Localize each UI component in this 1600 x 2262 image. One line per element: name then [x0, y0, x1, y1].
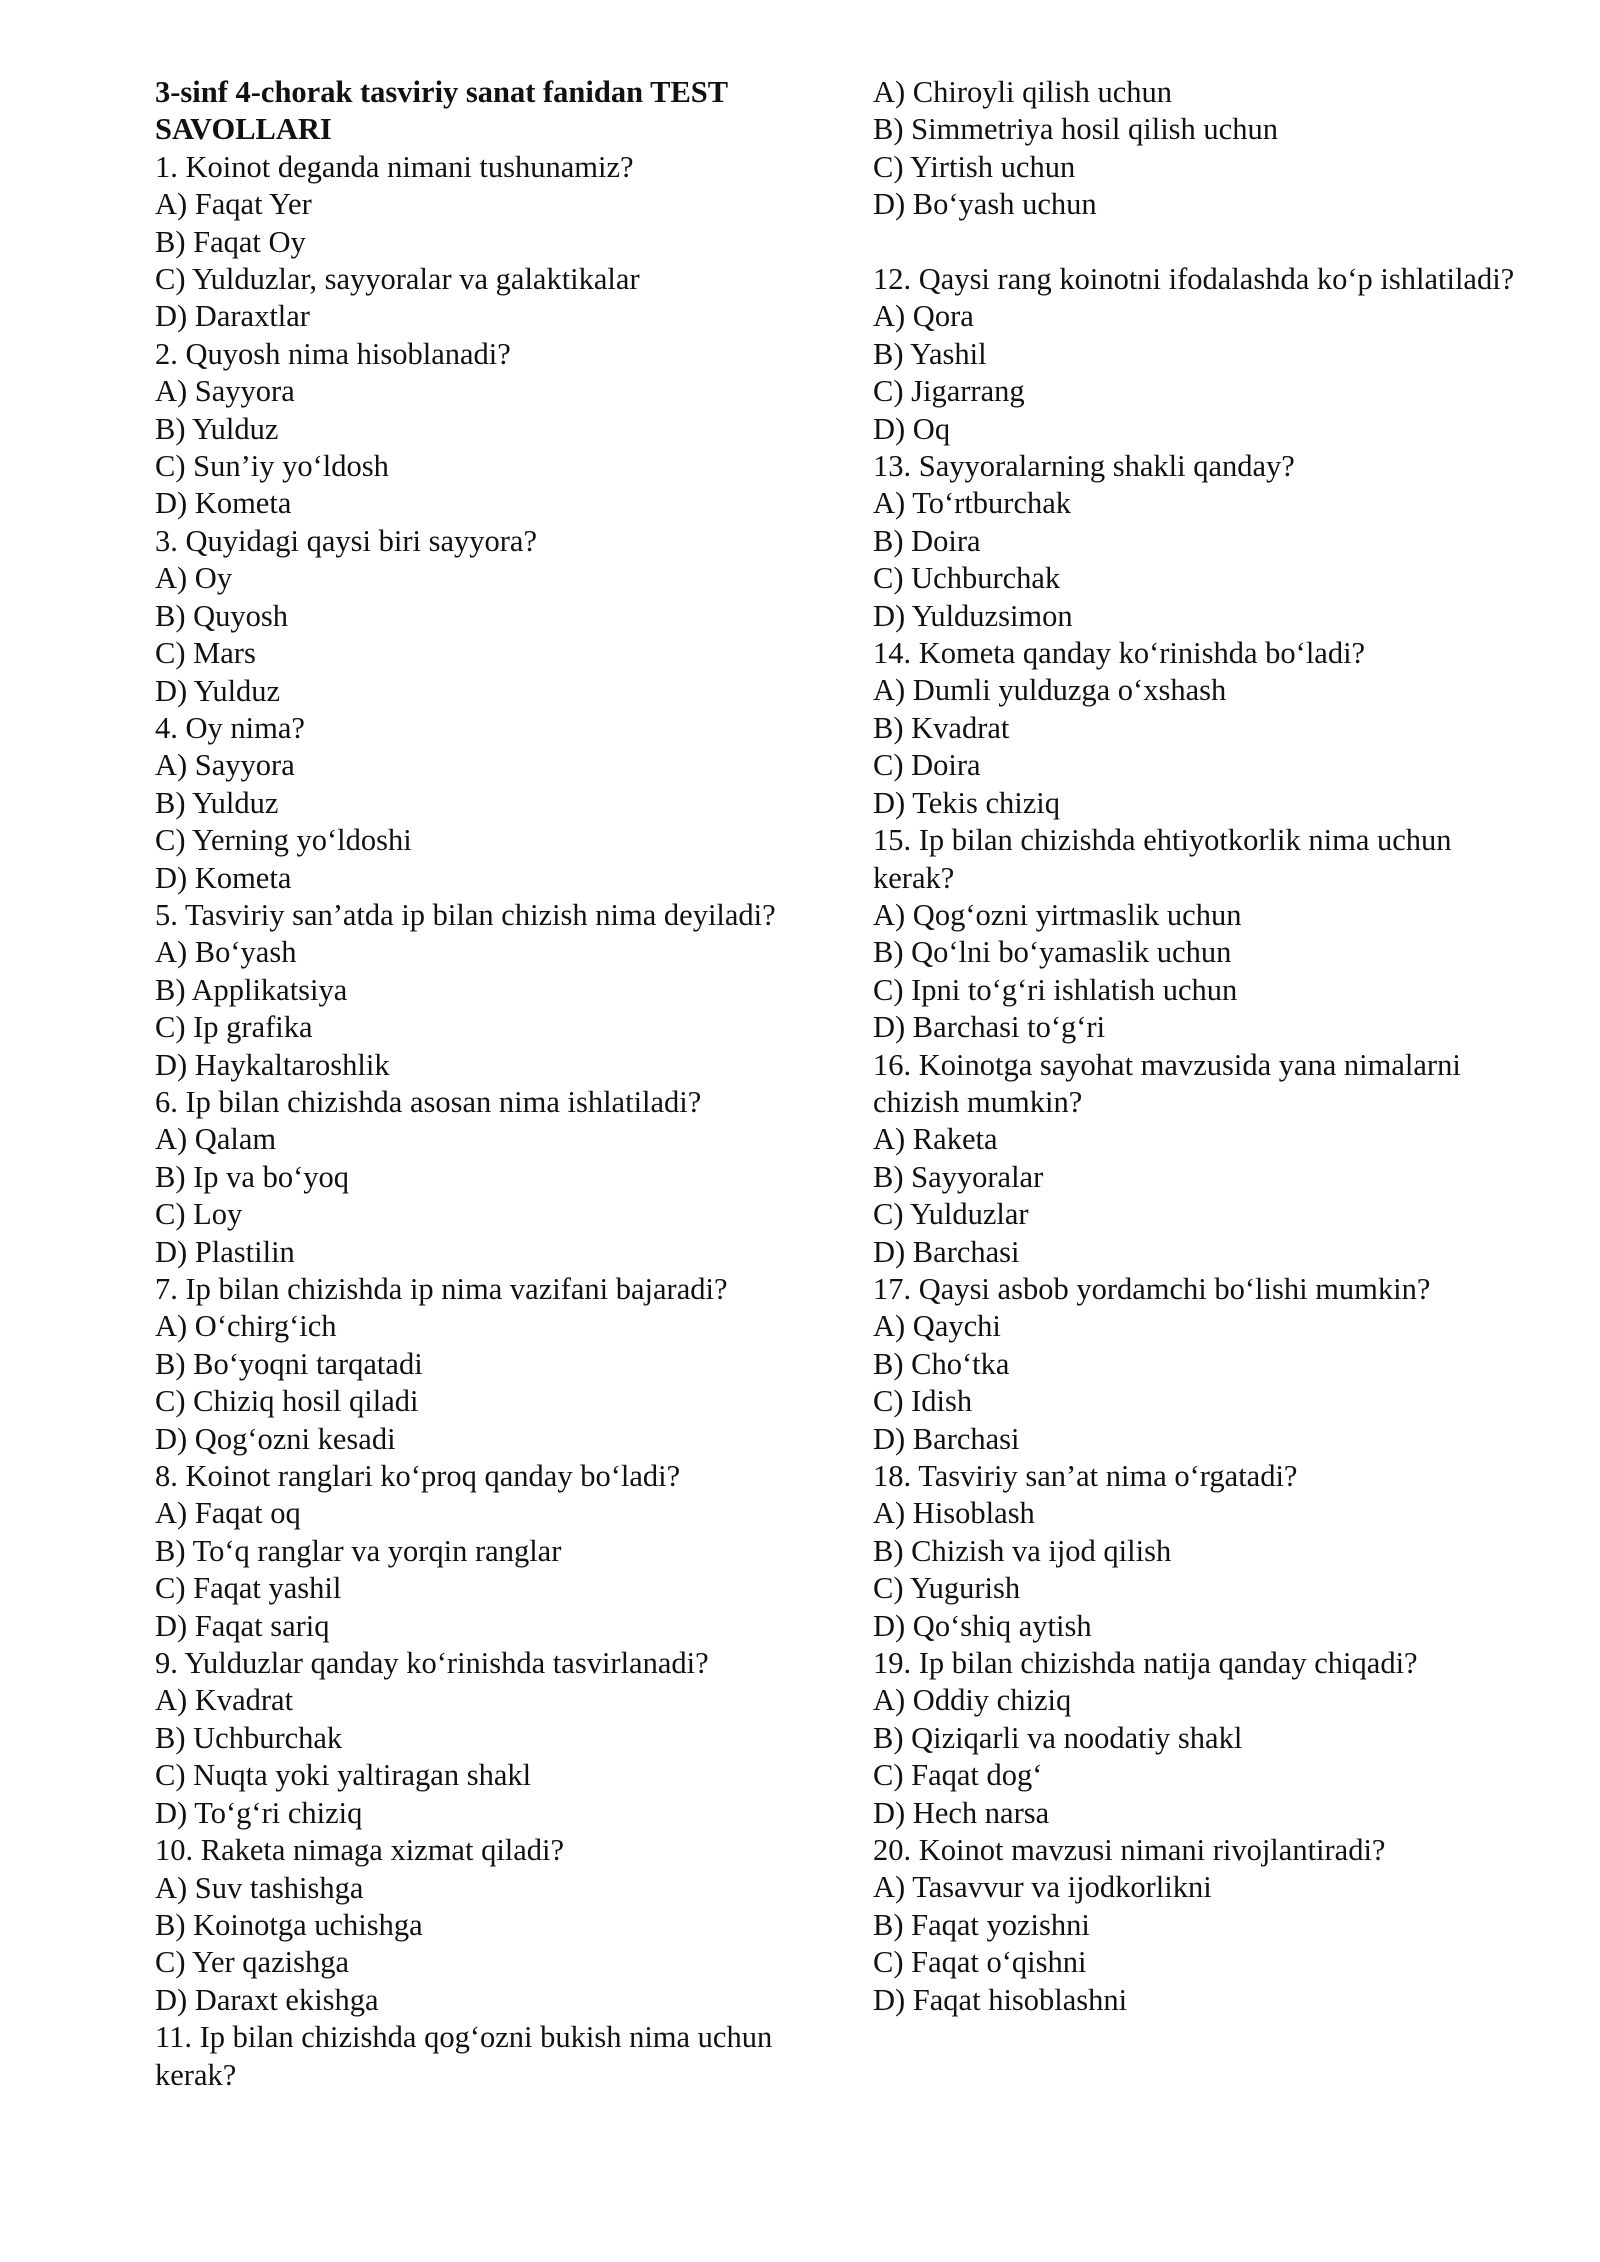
- answer-option: B) Cho‘tka: [873, 1346, 1010, 1381]
- question-block: [873, 1047, 1533, 1271]
- answer-option: A) Kvadrat: [155, 1683, 294, 1718]
- question-block: [873, 1645, 1533, 1832]
- answer-option: C) Faqat dog‘: [873, 1758, 1043, 1793]
- answer-option: C) Loy: [155, 1197, 243, 1232]
- question-block: [155, 523, 855, 710]
- question-text: 5. Tasviriy san’atda ip bilan chizish nima deyiladi?: [155, 897, 776, 932]
- answer-option: D) Kometa: [155, 486, 292, 521]
- answer-option: C) Idish: [873, 1384, 973, 1419]
- question-block: [155, 897, 855, 1084]
- answer-option: C) Jigarrang: [873, 374, 1025, 409]
- answer-option: A) To‘rtburchak: [873, 486, 1072, 521]
- answer-option: D) Faqat hisoblashni: [873, 1982, 1128, 2017]
- answer-option: C) Faqat yashil: [155, 1571, 342, 1606]
- answer-option: D) Bo‘yash uchun: [873, 187, 1097, 222]
- answer-option: D) Barchasi to‘g‘ri: [873, 1010, 1106, 1045]
- answer-option: A) Bo‘yash: [155, 935, 297, 970]
- answer-option: A) Oy: [155, 561, 233, 596]
- question-text: 13. Sayyoralarning shakli qanday?: [873, 449, 1295, 484]
- answer-option: A) Faqat Yer: [155, 187, 312, 222]
- question-text: 4. Oy nima?: [155, 710, 305, 745]
- answer-option: B) Quyosh: [155, 598, 289, 633]
- question-text: 12. Qaysi rang koinotni ifodalashda ko‘p ishlatiladi?: [873, 262, 1515, 297]
- answer-option: C) Yer qazishga: [155, 1945, 349, 1980]
- question-block: [155, 710, 855, 897]
- answer-option: D) Barchasi: [873, 1421, 1020, 1456]
- question-text: 8. Koinot ranglari ko‘proq qanday bo‘ladi?: [155, 1459, 681, 1494]
- question-text: 19. Ip bilan chizishda natija qanday chiqadi?: [873, 1646, 1418, 1681]
- answer-option: D) Qog‘ozni kesadi: [155, 1421, 396, 1456]
- right-question-list: [873, 261, 1533, 2019]
- answer-option: C) Yulduzlar: [873, 1197, 1029, 1232]
- answer-option: C) Yirtish uchun: [873, 149, 1076, 184]
- question-block: [873, 1458, 1533, 1645]
- question-text: 11. Ip bilan chizishda qog‘ozni bukish nima uchun kerak?: [155, 2020, 773, 2092]
- question-text: 7. Ip bilan chizishda ip nima vazifani bajaradi?: [155, 1272, 728, 1306]
- answer-option: C) Ip grafika: [155, 1010, 313, 1045]
- question-text: 1. Koinot deganda nimani tushunamiz?: [155, 149, 634, 184]
- answer-option: D) Plastilin: [155, 1234, 295, 1269]
- question-block: [873, 448, 1533, 635]
- answer-option: C) Nuqta yoki yaltiragan shakl: [155, 1758, 532, 1793]
- answer-option: B) Chizish va ijod qilish: [873, 1533, 1172, 1568]
- answer-option: A) Hisoblash: [873, 1496, 1035, 1531]
- question-block: [873, 1832, 1533, 2019]
- question-block: [155, 1458, 855, 1645]
- question-block: [155, 149, 855, 336]
- question-block: [155, 336, 855, 523]
- answer-option: D) Yulduz: [155, 673, 281, 708]
- question-text: 14. Kometa qanday ko‘rinishda bo‘ladi?: [873, 636, 1366, 671]
- answer-option: D) Oq: [873, 411, 951, 446]
- answer-option: D) Daraxt ekishga: [155, 1982, 379, 2017]
- answer-option: A) Qora: [873, 299, 974, 334]
- answer-option: C) Ipni to‘g‘ri ishlatish uchun: [873, 972, 1238, 1007]
- left-column: [155, 74, 855, 2094]
- question-11-options: [873, 74, 1533, 224]
- question-block: [155, 1645, 855, 1832]
- answer-option: B) Sayyoralar: [873, 1159, 1044, 1194]
- answer-option: A) Sayyora: [155, 374, 295, 409]
- answer-option: A) Qalam: [155, 1122, 277, 1157]
- question-block: [873, 1271, 1533, 1458]
- question-text: 17. Qaysi asbob yordamchi bo‘lishi mumkin?: [873, 1271, 1431, 1306]
- answer-option: A) Qaychi: [873, 1309, 1001, 1344]
- answer-option: D) Kometa: [155, 860, 292, 895]
- answer-option: A) Qog‘ozni yirtmaslik uchun: [873, 897, 1242, 932]
- answer-option: C) Sun’iy yo‘ldosh: [155, 449, 389, 484]
- right-column: [873, 74, 1533, 2019]
- question-block: [873, 261, 1533, 448]
- answer-option: A) Raketa: [873, 1122, 998, 1157]
- answer-option: C) Yerning yo‘ldoshi: [155, 823, 412, 858]
- answer-option: B) Bo‘yoqni tarqatadi: [155, 1346, 423, 1381]
- answer-option: D) Faqat sariq: [155, 1608, 330, 1643]
- answer-option: A) O‘chirg‘ich: [155, 1309, 337, 1344]
- answer-option: D) Qo‘shiq aytish: [873, 1608, 1092, 1643]
- answer-option: B) Qiziqarli va noodatiy shakl: [873, 1720, 1243, 1755]
- answer-option: B) Simmetriya hosil qilish uchun: [873, 112, 1278, 147]
- answer-option: C) Mars: [155, 636, 256, 671]
- answer-option: C) Uchburchak: [873, 561, 1061, 596]
- answer-option: C) Doira: [873, 748, 981, 783]
- answer-option: B) Qo‘lni bo‘yamaslik uchun: [873, 935, 1232, 970]
- answer-option: C) Chiziq hosil qiladi: [155, 1384, 419, 1419]
- question-text: 3. Quyidagi qaysi biri sayyora?: [155, 523, 538, 558]
- document-title: 3-sinf 4-chorak tasviriy sanat fanidan TEST SAVOLLARI: [155, 75, 728, 147]
- question-text: 20. Koinot mavzusi nimani rivojlantiradi?: [873, 1833, 1386, 1868]
- answer-option: B) Ip va bo‘yoq: [155, 1159, 349, 1194]
- question-text: 16. Koinotga sayohat mavzusida yana nimalarni chizish mumkin?: [873, 1047, 1461, 1119]
- answer-option: B) Doira: [873, 523, 981, 558]
- answer-option: B) Faqat Oy: [155, 224, 306, 259]
- question-block: [155, 1271, 855, 1458]
- answer-option: C) Yugurish: [873, 1571, 1021, 1606]
- answer-option: B) Yashil: [873, 336, 987, 371]
- question-block: [155, 1832, 855, 2019]
- answer-option: B) To‘q ranglar va yorqin ranglar: [155, 1533, 562, 1568]
- question-block: [873, 822, 1533, 1046]
- answer-option: A) Oddiy chiziq: [873, 1683, 1072, 1718]
- answer-option: A) Chiroyli qilish uchun: [873, 75, 1173, 109]
- answer-option: D) Yulduzsimon: [873, 598, 1073, 633]
- answer-option: C) Yulduzlar, sayyoralar va galaktikalar: [155, 262, 640, 297]
- answer-option: D) Daraxtlar: [155, 299, 310, 334]
- answer-option: A) Tasavvur va ijodkorlikni: [873, 1870, 1212, 1905]
- answer-option: A) Faqat oq: [155, 1496, 301, 1531]
- question-text: 2. Quyosh nima hisoblanadi?: [155, 336, 511, 371]
- question-text: 15. Ip bilan chizishda ehtiyotkorlik nima uchun kerak?: [873, 823, 1452, 895]
- answer-option: D) Barchasi: [873, 1234, 1020, 1269]
- question-text: 9. Yulduzlar qanday ko‘rinishda tasvirlanadi?: [155, 1646, 709, 1681]
- question-text: 6. Ip bilan chizishda asosan nima ishlatiladi?: [155, 1084, 702, 1119]
- question-block: [873, 635, 1533, 822]
- answer-option: D) To‘g‘ri chiziq: [155, 1795, 363, 1830]
- answer-option: A) Sayyora: [155, 748, 295, 783]
- answer-option: B) Uchburchak: [155, 1720, 343, 1755]
- answer-option: B) Kvadrat: [873, 710, 1010, 745]
- answer-option: B) Yulduz: [155, 785, 279, 820]
- answer-option: D) Hech narsa: [873, 1795, 1050, 1830]
- answer-option: C) Faqat o‘qishni: [873, 1945, 1087, 1980]
- blank-line: [873, 224, 1533, 261]
- answer-option: D) Tekis chiziq: [873, 785, 1061, 820]
- question-text: 18. Tasviriy san’at nima o‘rgatadi?: [873, 1459, 1298, 1494]
- left-question-list: [155, 149, 855, 2019]
- answer-option: A) Dumli yulduzga o‘xshash: [873, 673, 1227, 708]
- answer-option: B) Yulduz: [155, 411, 279, 446]
- question-block: [155, 1084, 855, 1271]
- answer-option: A) Suv tashishga: [155, 1870, 364, 1905]
- answer-option: B) Koinotga uchishga: [155, 1907, 423, 1942]
- answer-option: D) Haykaltaroshlik: [155, 1047, 390, 1082]
- question-text: 10. Raketa nimaga xizmat qiladi?: [155, 1833, 565, 1868]
- answer-option: B) Faqat yozishni: [873, 1907, 1090, 1942]
- answer-option: B) Applikatsiya: [155, 972, 348, 1007]
